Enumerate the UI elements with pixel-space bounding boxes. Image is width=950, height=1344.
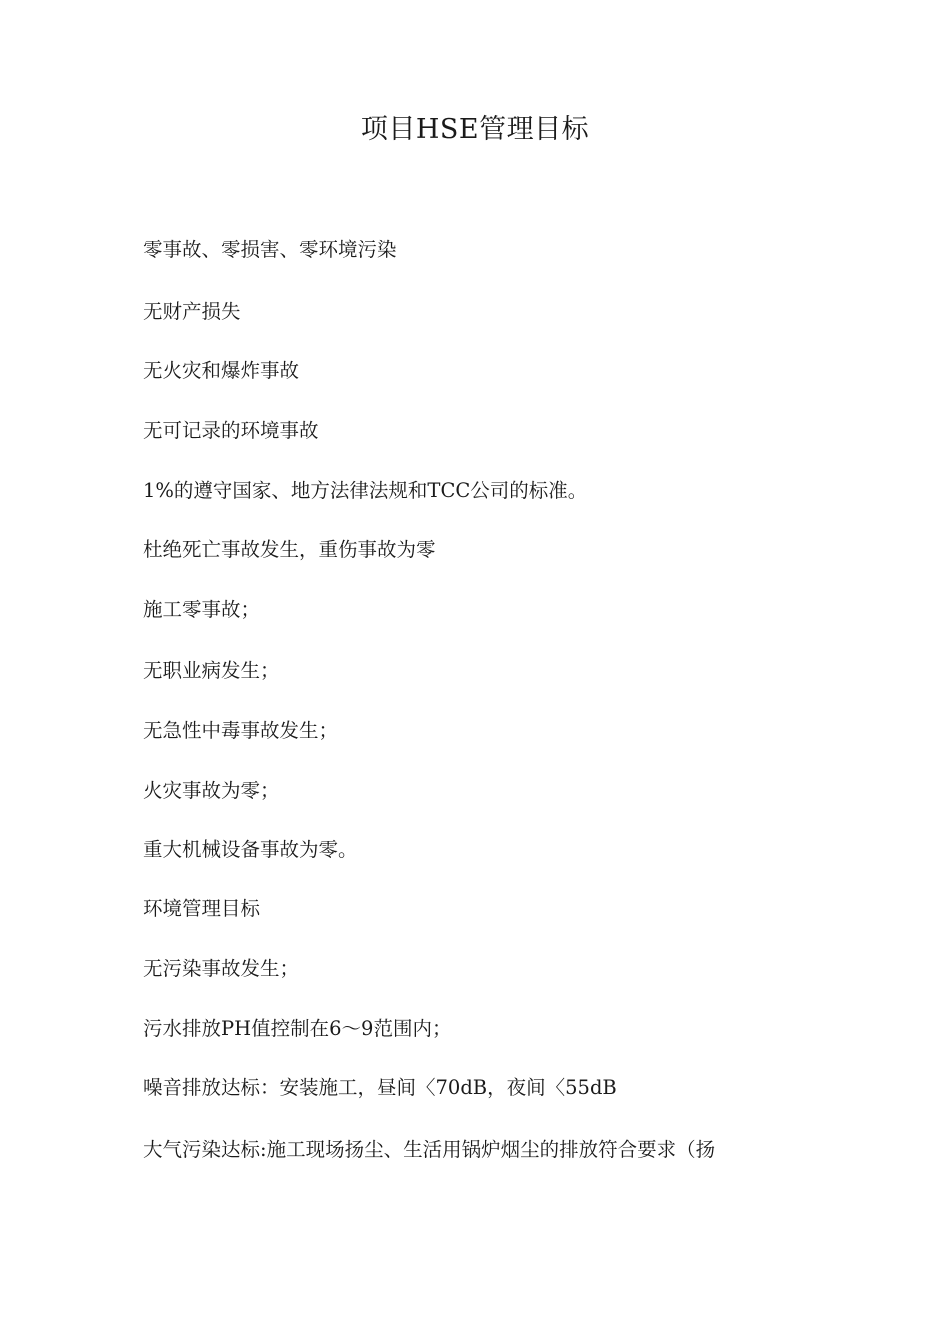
paragraph-zero-accidents: 零事故、零损害、零环境污染 bbox=[143, 238, 397, 261]
paragraph-noise-emission: 噪音排放达标：安装施工，昼间〈70dB，夜间〈55dB bbox=[143, 1076, 617, 1099]
paragraph-zero-equipment-accident: 重大机械设备事故为零。 bbox=[143, 838, 358, 861]
paragraph-no-acute-poisoning: 无急性中毒事故发生； bbox=[143, 719, 339, 742]
document-title: 项目HSE管理目标 bbox=[360, 114, 590, 145]
paragraph-ph-control: 污水排放PH值控制在6〜9范围内； bbox=[143, 1017, 452, 1040]
paragraph-no-property-loss: 无财产损失 bbox=[143, 300, 241, 323]
paragraph-construction-zero-accident: 施工零事故； bbox=[143, 598, 261, 621]
paragraph-environment-management-target: 环境管理目标 bbox=[143, 897, 261, 920]
paragraph-no-fire-explosion: 无火灾和爆炸事故 bbox=[143, 359, 300, 382]
paragraph-no-recordable-environment-accident: 无可记录的环境事故 bbox=[143, 419, 319, 442]
paragraph-no-fatality: 杜绝死亡事故发生，重伤事故为零 bbox=[143, 538, 436, 561]
paragraph-no-pollution-accident: 无污染事故发生； bbox=[143, 957, 300, 980]
paragraph-no-occupational-disease: 无职业病发生； bbox=[143, 659, 280, 682]
paragraph-zero-fire-accident: 火灾事故为零； bbox=[143, 779, 280, 802]
paragraph-compliance-standards: 1%的遵守国家、地方法律法规和TCC公司的标准。 bbox=[143, 479, 588, 502]
paragraph-air-pollution: 大气污染达标:施工现场扬尘、生活用锅炉烟尘的排放符合要求（扬 bbox=[143, 1138, 716, 1161]
